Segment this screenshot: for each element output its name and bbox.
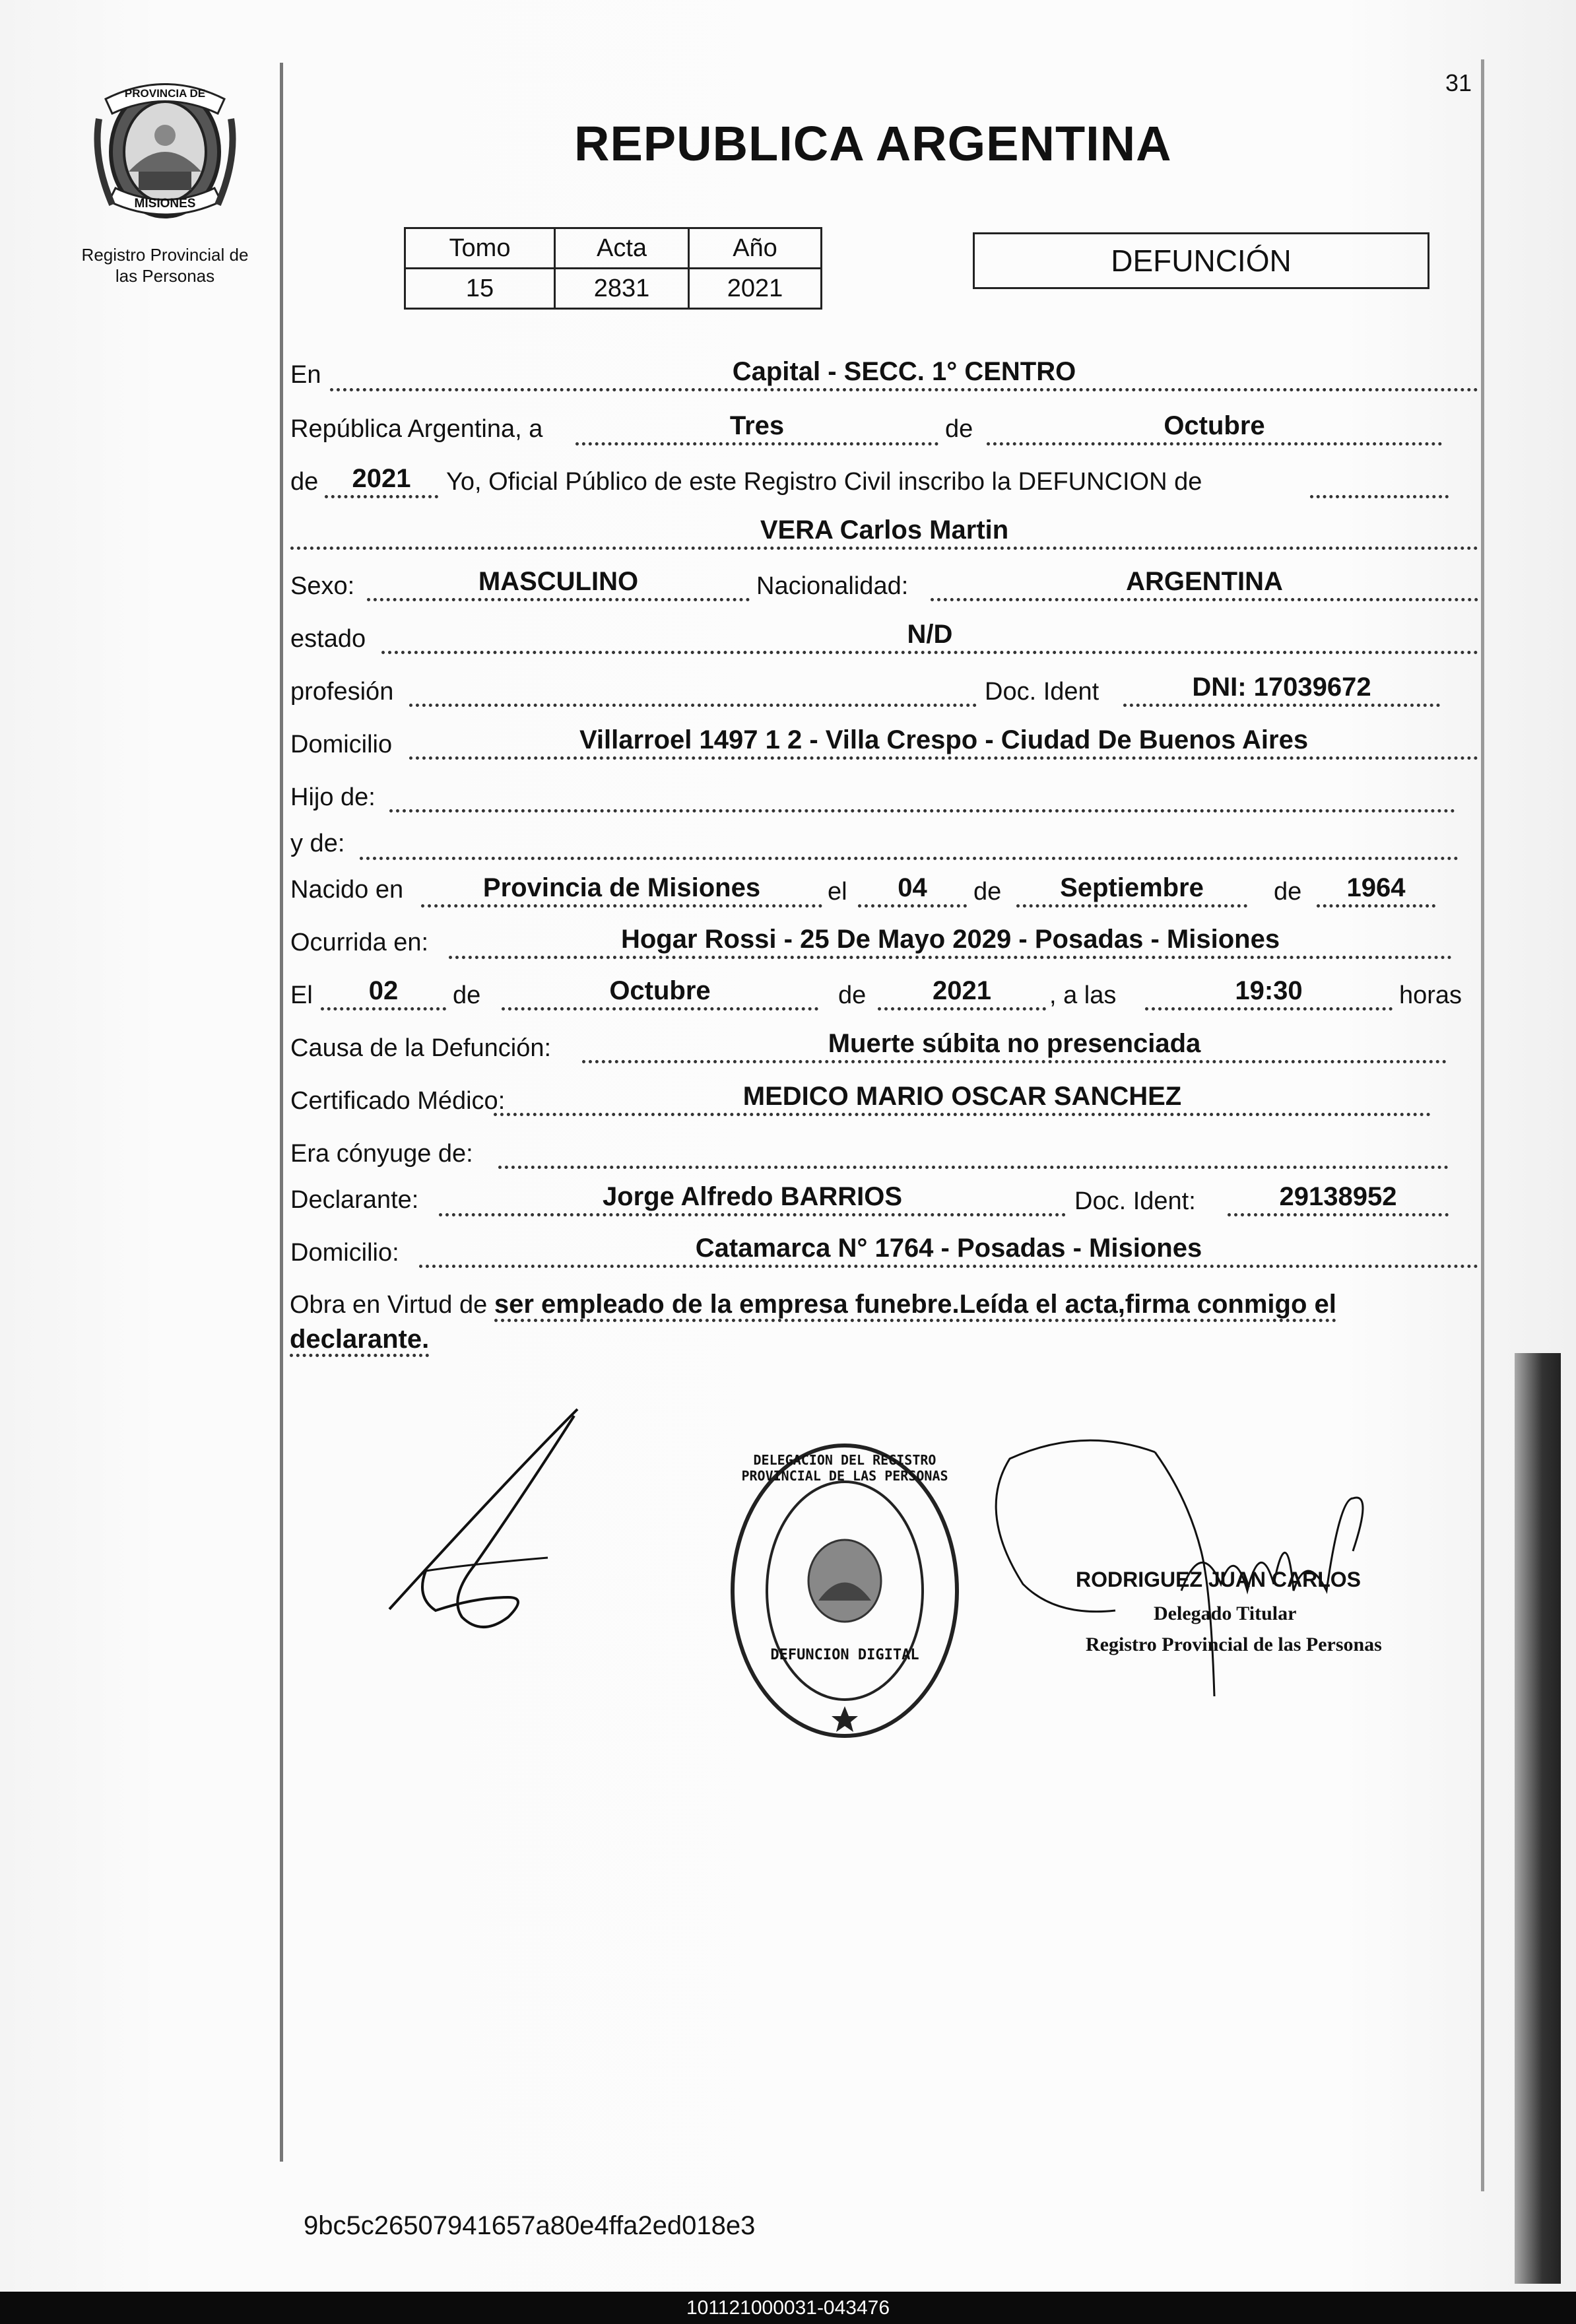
label-en: En xyxy=(290,361,321,389)
field-obra-text-2: declarante. xyxy=(290,1325,429,1357)
field-medical-certificate: MEDICO MARIO OSCAR SANCHEZ xyxy=(494,1081,1431,1116)
label-de-6: de xyxy=(838,981,867,1009)
declarant-signature xyxy=(376,1399,601,1637)
value-acta: 2831 xyxy=(555,269,689,309)
label-el-cap: El xyxy=(290,981,313,1009)
registry-caption-line1: Registro Provincial de xyxy=(81,245,249,265)
signatory-role: Delegado Titular xyxy=(1154,1603,1297,1624)
header-anio: Año xyxy=(689,228,822,269)
field-spouse xyxy=(498,1134,1449,1169)
field-death-month: Octubre xyxy=(502,976,818,1011)
field-deceased-name: VERA Carlos Martin xyxy=(290,515,1478,550)
seal-bottom-text: MISIONES xyxy=(134,197,196,211)
signatory-name: RODRIGUEZ JUAN CARLOS xyxy=(1076,1568,1362,1591)
label-certificado: Certificado Médico: xyxy=(290,1087,506,1115)
field-nationality: ARGENTINA xyxy=(931,566,1478,601)
field-death-time: 19:30 xyxy=(1145,976,1393,1011)
field-year: 2021 xyxy=(325,463,438,498)
seal-top-text: PROVINCIA DE xyxy=(124,87,206,100)
record-table-value-row xyxy=(405,269,822,309)
header-tomo: Tomo xyxy=(405,228,555,269)
field-obra-text-1: ser empleado de la empresa funebre.Leída el acta,firma conmigo el xyxy=(494,1290,1336,1322)
record-table xyxy=(404,227,822,310)
label-y-de: y de: xyxy=(290,830,345,857)
label-de-2: de xyxy=(290,468,319,496)
label-el: el xyxy=(828,878,847,906)
value-anio: 2021 xyxy=(689,269,822,309)
field-birth-day: 04 xyxy=(858,873,967,908)
footer-code: 101121000031-043476 xyxy=(0,2292,1576,2324)
left-margin-rule xyxy=(280,63,283,2162)
registry-caption-line2: las Personas xyxy=(115,266,215,286)
label-de-5: de xyxy=(453,981,481,1009)
field-death-place: Hogar Rossi - 25 De Mayo 2029 - Posadas - Misiones xyxy=(449,924,1452,959)
label-nacionalidad: Nacionalidad: xyxy=(756,572,909,600)
page-title: REPUBLICA ARGENTINA xyxy=(574,116,1172,171)
field-and-of xyxy=(360,825,1459,860)
label-de-3: de xyxy=(973,878,1002,906)
header-acta: Acta xyxy=(555,228,689,269)
label-doc-ident: Doc. Ident xyxy=(985,678,1100,706)
field-cause: Muerte súbita no presenciada xyxy=(582,1028,1447,1063)
scan-shadow xyxy=(1515,1353,1561,2284)
signatory-office: Registro Provincial de las Personas xyxy=(1086,1634,1382,1655)
label-yo-oficial: Yo, Oficial Público de este Registro Civil inscribo la DEFUNCION de xyxy=(446,468,1202,496)
province-seal-logo xyxy=(92,73,238,231)
label-hijo-de: Hijo de: xyxy=(290,783,376,811)
field-death-day: 02 xyxy=(321,976,446,1011)
field-birth-month: Septiembre xyxy=(1016,873,1247,908)
label-domicilio-2: Domicilio: xyxy=(290,1239,399,1267)
field-declarant-address: Catamarca N° 1764 - Posadas - Misiones xyxy=(419,1233,1478,1268)
label-causa: Causa de la Defunción: xyxy=(290,1034,552,1062)
label-estado: estado xyxy=(290,625,366,653)
label-domicilio: Domicilio xyxy=(290,731,393,758)
official-stamp xyxy=(726,1439,964,1743)
label-ocurrida-en: Ocurrida en: xyxy=(290,929,429,956)
page-number: 31 xyxy=(1445,69,1472,96)
field-sex: MASCULINO xyxy=(367,566,750,601)
label-republica: República Argentina, a xyxy=(290,415,543,443)
label-a-las: , a las xyxy=(1049,981,1117,1009)
field-address: Villarroel 1497 1 2 - Villa Crespo - Ciudad De Buenos Aires xyxy=(409,725,1478,760)
field-declarant-doc: 29138952 xyxy=(1228,1181,1449,1216)
label-horas: horas xyxy=(1399,981,1462,1009)
field-child-of xyxy=(389,778,1455,813)
document-hash: 9bc5c26507941657a80e4ffa2ed018e3 xyxy=(304,2211,756,2240)
label-declarante: Declarante: xyxy=(290,1186,419,1214)
field-death-year: 2021 xyxy=(878,976,1046,1011)
field-de-blank xyxy=(1310,463,1449,498)
label-obra-en-virtud: Obra en Virtud de xyxy=(290,1291,488,1319)
stamp-inner-text: DEFUNCION DIGITAL xyxy=(770,1647,919,1663)
right-margin-rule xyxy=(1481,59,1484,2191)
record-table-header-row xyxy=(405,228,822,269)
field-place: Capital - SECC. 1° CENTRO xyxy=(330,356,1478,391)
label-de-1: de xyxy=(945,415,973,443)
record-type-box: DEFUNCIÓN xyxy=(973,232,1429,289)
field-month: Octubre xyxy=(987,411,1442,446)
label-de-4: de xyxy=(1274,878,1302,906)
label-sexo: Sexo: xyxy=(290,572,355,600)
field-doc-id: DNI: 17039672 xyxy=(1123,672,1440,707)
field-birth-place: Provincia de Misiones xyxy=(421,873,822,908)
obra-en-virtud-paragraph xyxy=(290,1287,1478,1357)
registry-caption xyxy=(63,244,267,286)
label-conyuge: Era cónyuge de: xyxy=(290,1140,473,1168)
field-civil-status: N/D xyxy=(381,619,1478,654)
stamp-ring-text: DELEGACION DEL REGISTRO PROVINCIAL DE LAS PERSONAS xyxy=(741,1452,948,1484)
field-declarant: Jorge Alfredo BARRIOS xyxy=(439,1181,1066,1216)
value-tomo: 15 xyxy=(405,269,555,309)
field-day-words: Tres xyxy=(575,411,938,446)
label-doc-ident-2: Doc. Ident: xyxy=(1074,1187,1196,1215)
label-nacido-en: Nacido en xyxy=(290,876,404,904)
field-birth-year: 1964 xyxy=(1317,873,1435,908)
label-profesion: profesión xyxy=(290,678,394,706)
field-profession xyxy=(409,672,977,707)
